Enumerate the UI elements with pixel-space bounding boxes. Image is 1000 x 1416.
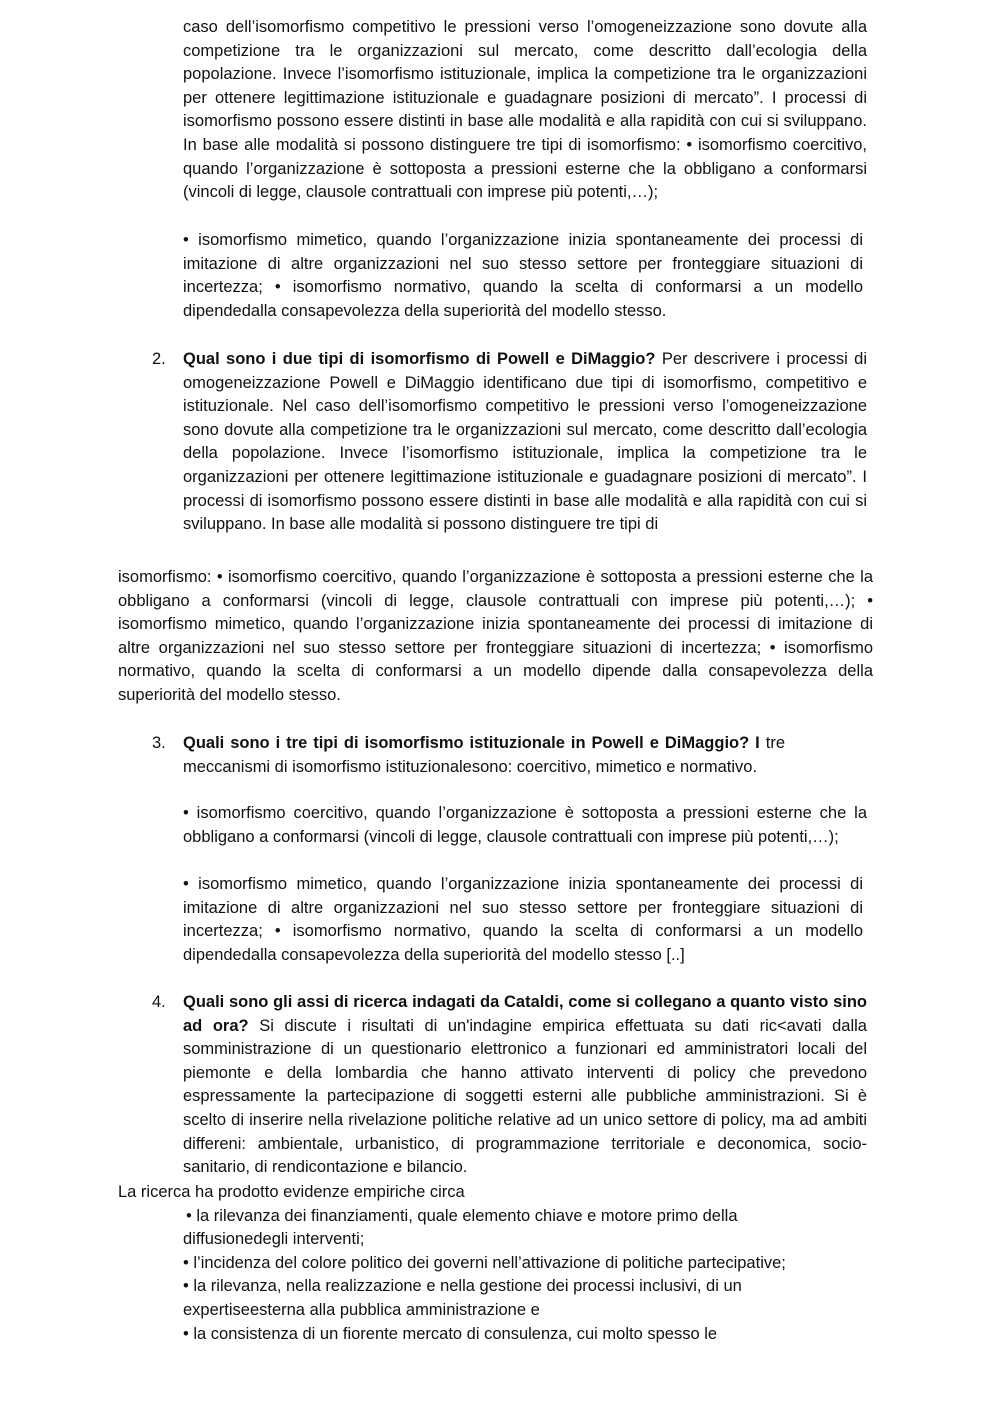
question-text: Qual sono i due tipi di isomorfismo di Powell e DiMaggio? (183, 350, 656, 368)
finding-bullet: • l’incidenza del colore politico dei governi nell’attivazione di politiche partecipative; (183, 1254, 786, 1272)
answer-text: Per descrivere i processi di omogeneizzazione Powell e DiMaggio identificano due tipi di isomorfismo, competitivo e istituzionale. Nel caso dell’isomorfismo competitivo le pressioni verso l’omogeneizzazione sono dovute alla competizione tra le organizzazioni sul mercato, come descritto dall’ecologia della popolazione. Invece l’isomorfismo istituzionale, implica la competizione tra le organizzazioni per ottenere legittimazione istituzionale e guadagnare posizioni di mercato”. I processi di isomorfismo possono essere distinti in base alle modalità e alla rapidità con cui si sviluppano. In base alle modalità si possono distinguere tre tipi di (183, 350, 867, 534)
answer-bullet: • isomorfismo mimetico, quando l’organizzazione inizia spontaneamente dei processi di imitazione di altre organizzazioni nel suo stesso settore per fronteggiare situazioni di incertezza; • isomorfismo normativo, quando la scelta di conformarsi a un modello dipendedalla consapevolezza della superiorità del modello stesso [..] (183, 875, 863, 964)
finding-bullet: • la rilevanza dei finanziamenti, quale elemento chiave e motore primo della (186, 1207, 738, 1225)
finding-bullet: • la rilevanza, nella realizzazione e nella gestione dei processi inclusivi, di un (183, 1277, 742, 1295)
finding-bullet: • la consistenza di un fiorente mercato di consulenza, cui molto spesso le (183, 1325, 718, 1343)
continuation-paragraph: caso dell’isomorfismo competitivo le pressioni verso l’omogeneizzazione sono dovute alla competizione tra le organizzazioni sul mercato, come descritto dall’ecologia della popolazione. Invece l’isomorfismo istituzionale, implica la competizione tra le organizzazioni per ottenere legittimazione istituzionale e guadagnare posizioni di mercato”. I processi di isomorfismo possono essere distinti in base alle modalità e alla rapidità con cui si sviluppano. In base alle modalità si possono distinguere tre tipi di isomorfismo: • isomorfismo coercitivo, quando l’organizzazione è sottoposta a pressioni esterne che la obbligano a conformarsi (vincoli di legge, clausole contrattuali con imprese più potenti,…); (183, 18, 867, 202)
question-text: Quali sono i tre tipi di isomorfismo istituzionale in Powell e DiMaggio? I (183, 734, 760, 752)
finding-bullet-cont: expertiseesterna alla pubblica amministrazione e (183, 1301, 540, 1319)
list-item-4 (183, 991, 867, 1180)
list-number: 3. (152, 734, 166, 752)
finding-bullet-cont: diffusionedegli interventi; (183, 1230, 365, 1248)
question-text: Quali sono gli assi di ricerca indagati da Cataldi, come si collegano a quanto visto sino ad ora? (183, 993, 867, 1035)
answer-bullet: • isomorfismo coercitivo, quando l’organizzazione è sottoposta a pressioni esterne che la obbligano a conformarsi (vincoli di legge, clausole contrattuali con imprese più potenti,…); (183, 804, 867, 846)
list-item-3 (183, 732, 785, 779)
list-number: 4. (152, 993, 166, 1011)
list-item-2 (183, 348, 867, 537)
list-number: 2. (152, 350, 166, 368)
findings-intro: La ricerca ha prodotto evidenze empiriche circa (118, 1183, 465, 1201)
continuation-paragraph-bullets: • isomorfismo mimetico, quando l’organizzazione inizia spontaneamente dei processi di imitazione di altre organizzazioni nel suo stesso settore per fronteggiare situazioni di incertezza; • isomorfismo normativo, quando la scelta di conformarsi a un modello dipendedalla consapevolezza della superiorità del modello stesso. (183, 231, 863, 320)
answer-text: tre meccanismi di isomorfismo istituzionalesono: coercitivo, mimetico e normativo. (183, 734, 785, 776)
answer-text: Si discute i risultati di un'indagine empirica effettuata su dati ric<avati dalla somministrazione di un questionario elettronico a funzionari ed amministratori locali del piemonte e della lombardia che hanno attivato interventi di policy che prevedono espressamente la partecipazione di soggetti esterni alle pubbliche amministrazioni. Si è scelto di inserire nella rivelazione politiche relative ad un unico settore di policy, ma ad ambiti differeni: ambientale, urbanistico, di programmazione territoriale e deconomica, socio-sanitario, di rendicontazione e bilancio. (183, 1016, 867, 1177)
answer-continuation: isomorfismo: • isomorfismo coercitivo, quando l’organizzazione è sottoposta a pressioni esterne che la obbligano a conformarsi (vincoli di legge, clausole contrattuali con imprese più potenti,…); • isomorfismo mimetico, quando l’organizzazione inizia spontaneamente dei processi di imitazione di altre organizzazioni nel suo stesso settore per fronteggiare situazioni di incertezza; • isomorfismo normativo, quando la scelta di conformarsi a un modello dipende dalla consapevolezza della superiorità del modello stesso. (118, 568, 873, 704)
